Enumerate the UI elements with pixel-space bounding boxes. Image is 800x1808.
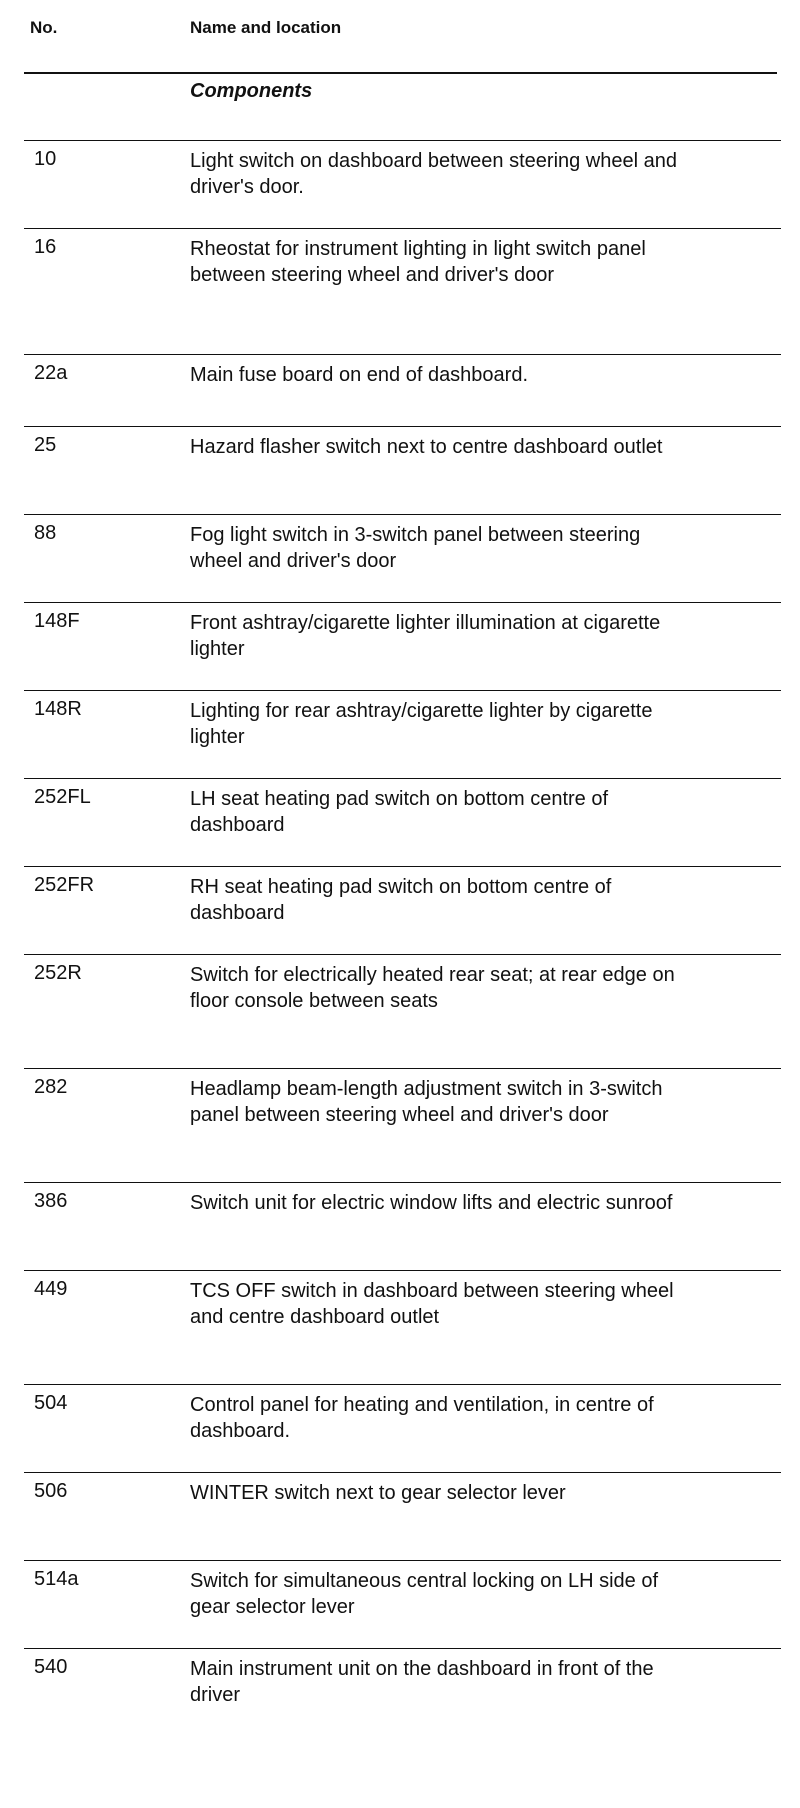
component-number: 506 <box>34 1480 68 1502</box>
component-number: 25 <box>34 434 57 456</box>
row-divider <box>24 1182 781 1183</box>
row-divider <box>24 778 781 779</box>
component-number: 88 <box>34 522 57 544</box>
component-description: Control panel for heating and ventilation, in centre of dashboard. <box>190 1394 654 1442</box>
component-description: Hazard flasher switch next to centre dashboard outlet <box>190 436 663 458</box>
component-number: 10 <box>34 148 57 170</box>
component-number: 282 <box>34 1076 68 1098</box>
component-description: Switch for simultaneous central locking on LH side of gear selector lever <box>190 1570 659 1618</box>
component-number: 449 <box>34 1278 68 1300</box>
component-number: 148R <box>34 698 82 720</box>
component-number: 540 <box>34 1656 68 1678</box>
component-number: 504 <box>34 1392 68 1414</box>
component-description: Switch for electrically heated rear seat; at rear edge on floor console between seats <box>190 964 675 1012</box>
row-divider <box>24 354 781 355</box>
row-divider <box>24 1472 781 1473</box>
row-divider <box>24 140 781 141</box>
column-header-name-location: Name and location <box>190 18 342 37</box>
row-divider <box>24 1068 781 1069</box>
component-description: Main instrument unit on the dashboard in front of the driver <box>190 1658 654 1706</box>
section-title: Components <box>190 80 313 102</box>
component-description: Lighting for rear ashtray/cigarette lighter by cigarette lighter <box>190 700 653 748</box>
row-divider <box>24 690 781 691</box>
component-number: 148F <box>34 610 80 632</box>
component-description: Switch unit for electric window lifts and electric sunroof <box>190 1192 673 1214</box>
component-description: Fog light switch in 3-switch panel between steering wheel and driver's door <box>190 524 641 572</box>
component-description: Headlamp beam-length adjustment switch in 3-switch panel between steering wheel and driver's door <box>190 1078 663 1126</box>
component-description: RH seat heating pad switch on bottom centre of dashboard <box>190 876 612 924</box>
component-description: Rheostat for instrument lighting in light switch panel between steering wheel and driver's door <box>190 238 646 286</box>
column-header-no: No. <box>30 18 58 37</box>
row-divider <box>24 602 781 603</box>
row-divider <box>24 426 781 427</box>
component-number: 386 <box>34 1190 68 1212</box>
row-divider <box>24 1384 781 1385</box>
row-divider <box>24 1648 781 1649</box>
component-description: WINTER switch next to gear selector lever <box>190 1482 566 1504</box>
component-description: TCS OFF switch in dashboard between steering wheel and centre dashboard outlet <box>190 1280 674 1328</box>
component-number: 252R <box>34 962 82 984</box>
component-number: 252FL <box>34 786 91 808</box>
row-divider <box>24 1560 781 1561</box>
header-rule <box>24 72 777 74</box>
component-number: 252FR <box>34 874 95 896</box>
component-description: Front ashtray/cigarette lighter illumination at cigarette lighter <box>190 612 661 660</box>
row-divider <box>24 866 781 867</box>
component-description: Light switch on dashboard between steering wheel and driver's door. <box>190 150 677 198</box>
component-number: 22a <box>34 362 68 384</box>
row-divider <box>24 1270 781 1271</box>
component-number: 514a <box>34 1568 79 1590</box>
component-description: LH seat heating pad switch on bottom centre of dashboard <box>190 788 609 836</box>
row-divider <box>24 228 781 229</box>
row-divider <box>24 954 781 955</box>
component-number: 16 <box>34 236 57 258</box>
component-description: Main fuse board on end of dashboard. <box>190 364 529 386</box>
row-divider <box>24 514 781 515</box>
